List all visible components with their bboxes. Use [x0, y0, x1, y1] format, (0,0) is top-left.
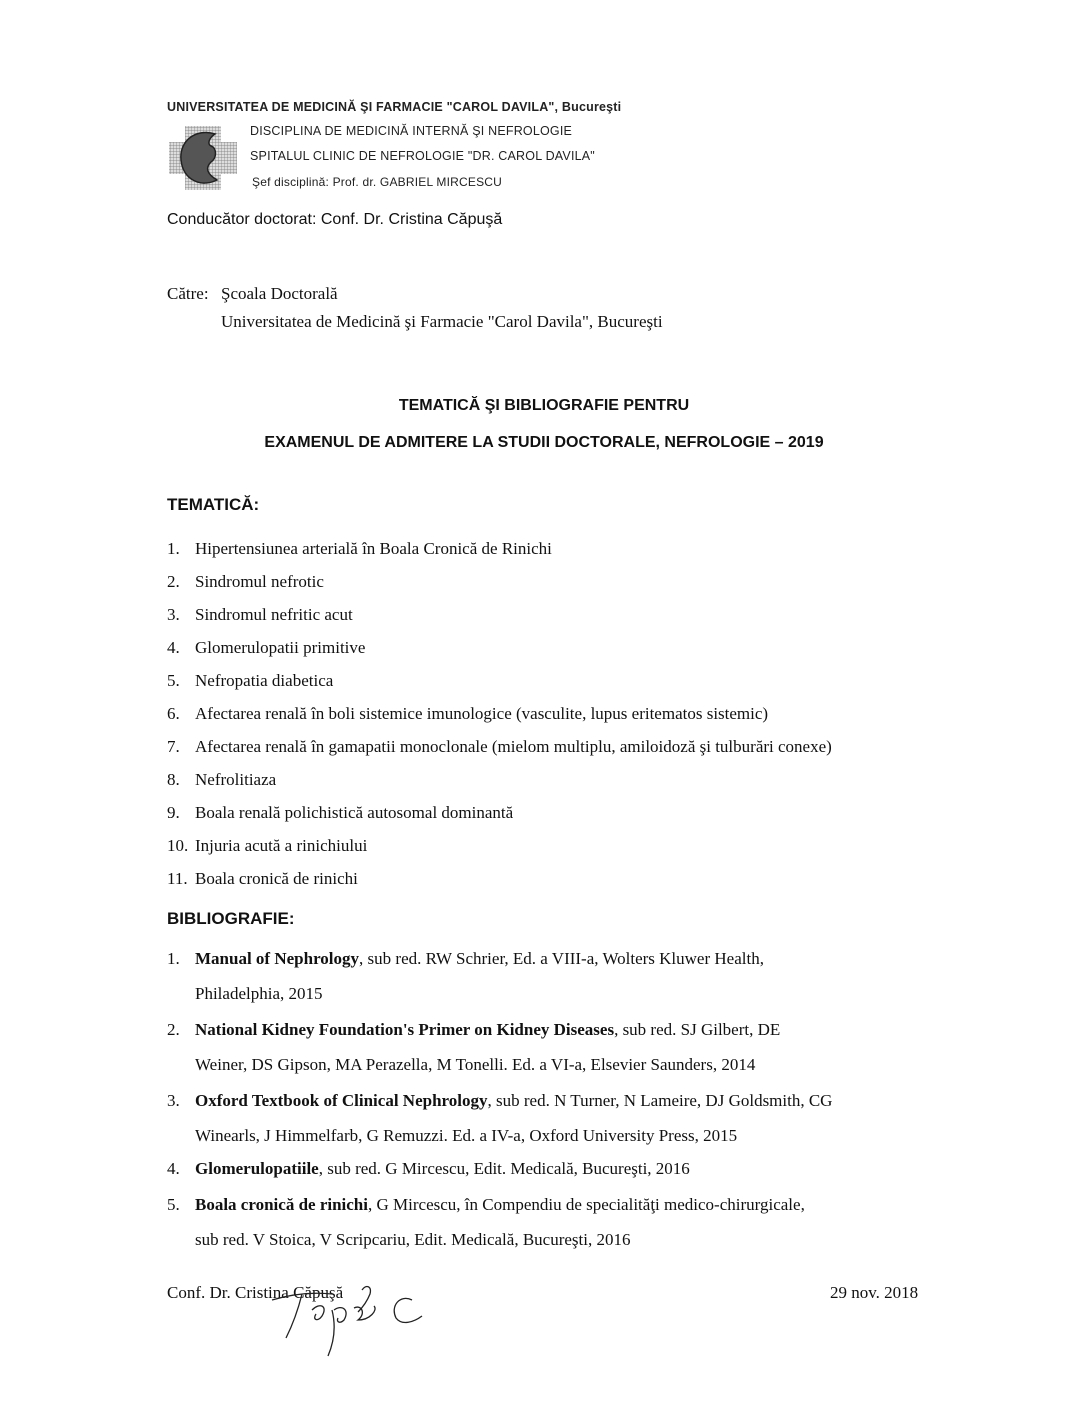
bibliography-item-number: 4.: [167, 1159, 180, 1178]
tematica-item-number: 4.: [167, 638, 180, 657]
doctoral-supervisor: Conducător doctorat: Conf. Dr. Cristina Căpuşă: [167, 211, 503, 228]
signatory-name: Conf. Dr. Cristina Căpuşă: [167, 1283, 344, 1302]
tematica-heading: TEMATICĂ:: [167, 495, 260, 514]
tematica-item-number: 10.: [167, 836, 189, 855]
tematica-item: Nefropatia diabetica: [195, 671, 334, 690]
bibliography-item-continuation: Philadelphia, 2015: [195, 984, 323, 1003]
bibliografie-heading: BIBLIOGRAFIE:: [167, 909, 295, 928]
bibliography-item-continuation: sub red. V Stoica, V Scripcariu, Edit. Medicală, Bucureşti, 2016: [195, 1230, 631, 1249]
bibliography-item: [195, 1195, 805, 1215]
recipient-line2: Universitatea de Medicină şi Farmacie "Carol Davila", Bucureşti: [221, 312, 663, 331]
bibliography-title: Boala cronică de rinichi: [195, 1195, 368, 1214]
document-date: 29 nov. 2018: [830, 1283, 919, 1302]
bibliography-item: [195, 949, 764, 969]
university-logo: [167, 124, 239, 192]
university-name: UNIVERSITATEA DE MEDICINĂ ŞI FARMACIE "CAROL DAVILA", Bucureşti: [167, 100, 622, 114]
bibliography-item-continuation: Winearls, J Himmelfarb, G Remuzzi. Ed. a IV-a, Oxford University Press, 2015: [195, 1126, 738, 1145]
tematica-item: Hipertensiunea arterială în Boala Cronică de Rinichi: [195, 539, 552, 558]
tematica-item: Glomerulopatii primitive: [195, 638, 366, 657]
bibliography-title: National Kidney Foundation's Primer on Kidney Diseases: [195, 1020, 615, 1039]
tematica-item: Afectarea renală în gamapatii monoclonale (mielom multiplu, amiloidoză şi tulburări conexe): [195, 737, 832, 756]
recipient-label: Către:: [167, 284, 209, 303]
tematica-item: Boala cronică de rinichi: [195, 869, 358, 888]
bibliography-item-continuation: Weiner, DS Gipson, MA Perazella, M Tonelli. Ed. a VI-a, Elsevier Saunders, 2014: [195, 1055, 756, 1074]
bibliography-details: , sub red. SJ Gilbert, DE: [614, 1020, 781, 1039]
bibliography-item-number: 1.: [167, 949, 180, 968]
hospital-name: SPITALUL CLINIC DE NEFROLOGIE "DR. CAROL DAVILA": [250, 149, 595, 163]
handwritten-signature: [262, 1280, 452, 1365]
tematica-item: Sindromul nefrotic: [195, 572, 324, 591]
bibliography-details: , sub red. N Turner, N Lameire, DJ Goldsmith, CG: [487, 1091, 833, 1110]
bibliography-title: Manual of Nephrology: [195, 949, 360, 968]
document-title-line1: TEMATICĂ ŞI BIBLIOGRAFIE PENTRU: [398, 397, 690, 414]
bibliography-item-number: 2.: [167, 1020, 180, 1039]
tematica-item: Boala renală polichistică autosomal dominantă: [195, 803, 514, 822]
tematica-item: Nefrolitiaza: [195, 770, 277, 789]
tematica-item-number: 3.: [167, 605, 180, 624]
tematica-item-number: 6.: [167, 704, 180, 723]
discipline-head: Şef disciplină: Prof. dr. GABRIEL MIRCESCU: [252, 175, 503, 189]
tematica-item: Afectarea renală în boli sistemice imunologice (vasculite, lupus eritematos sistemic): [195, 704, 769, 723]
tematica-item-number: 7.: [167, 737, 180, 756]
tematica-item-number: 5.: [167, 671, 180, 690]
bibliography-item: [195, 1091, 832, 1111]
recipient-line1: Şcoala Doctorală: [221, 284, 338, 303]
bibliography-details: , sub red. G Mircescu, Edit. Medicală, Bucureşti, 2016: [318, 1159, 690, 1178]
bibliography-details: , G Mircescu, în Compendiu de specialităţi medico-chirurgicale,: [368, 1195, 805, 1214]
document-title-line2: EXAMENUL DE ADMITERE LA STUDII DOCTORALE, NEFROLOGIE – 2019: [264, 434, 824, 451]
bibliography-item: [195, 1159, 690, 1179]
tematica-item-number: 1.: [167, 539, 180, 558]
tematica-item: Injuria acută a rinichiului: [195, 836, 368, 855]
bibliography-title: Glomerulopatiile: [195, 1159, 319, 1178]
discipline-name: DISCIPLINA DE MEDICINĂ INTERNĂ ŞI NEFROLOGIE: [250, 124, 573, 138]
bibliography-item: [195, 1020, 780, 1040]
tematica-item-number: 8.: [167, 770, 180, 789]
bibliography-title: Oxford Textbook of Clinical Nephrology: [195, 1091, 488, 1110]
tematica-item: Sindromul nefritic acut: [195, 605, 353, 624]
tematica-item-number: 2.: [167, 572, 180, 591]
tematica-item-number: 11.: [167, 869, 188, 888]
tematica-item-number: 9.: [167, 803, 180, 822]
bibliography-details: , sub red. RW Schrier, Ed. a VIII-a, Wolters Kluwer Health,: [359, 949, 764, 968]
bibliography-item-number: 3.: [167, 1091, 180, 1110]
bibliography-item-number: 5.: [167, 1195, 180, 1214]
